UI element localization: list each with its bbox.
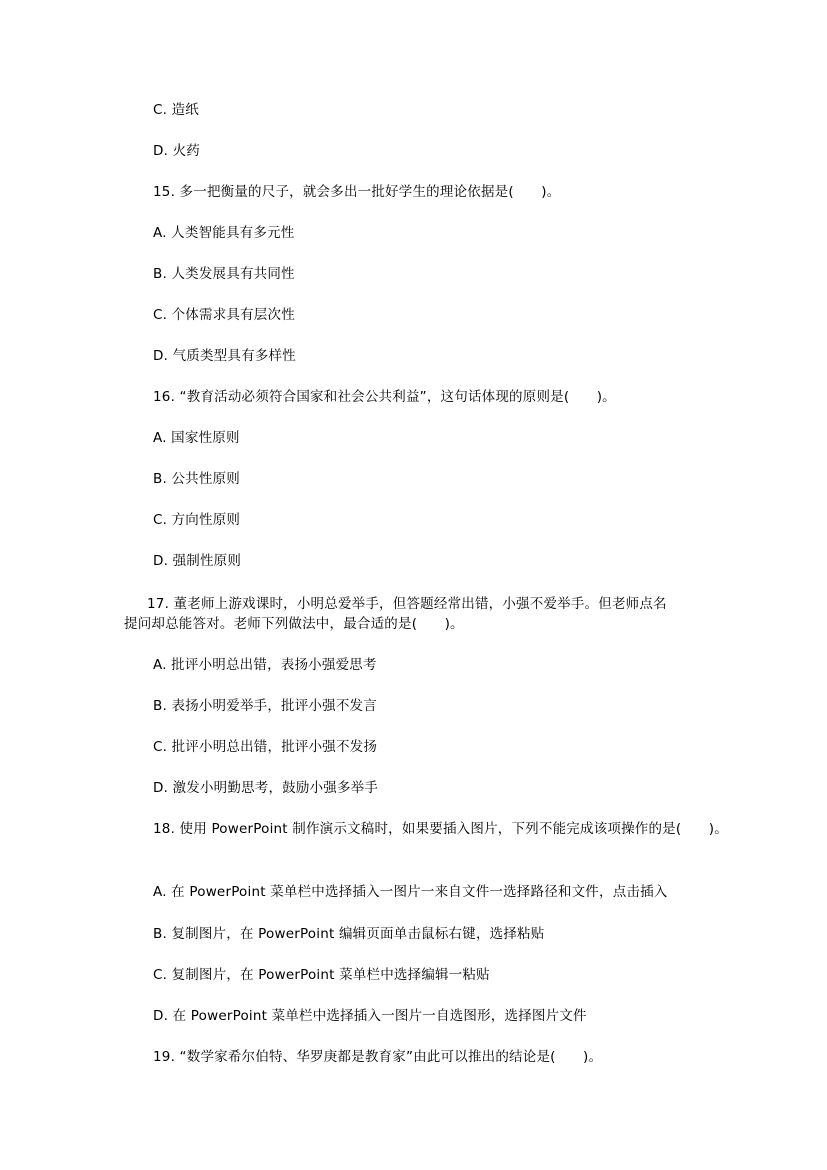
q18-option-c: C. 复制图片，在 PowerPoint 菜单栏中选择编辑一粘贴 xyxy=(153,967,490,983)
q16-option-c: C. 方向性原则 xyxy=(153,512,241,528)
question-18: 18. 使用 PowerPoint 制作演示文稿时，如果要插入图片，下列不能完成该项操作的是( )。 xyxy=(153,821,728,837)
q18-option-a: A. 在 PowerPoint 菜单栏中选择插入一图片一来自文件一选择路径和文件，点击插入 xyxy=(153,884,668,900)
q15-option-a: A. 人类智能具有多元性 xyxy=(153,225,295,241)
question-15: 15. 多一把衡量的尺子，就会多出一批好学生的理论依据是( )。 xyxy=(153,184,561,200)
question-17-line-2: 提问却总能答对。老师下列做法中，最合适的是( )。 xyxy=(124,616,464,632)
q15-option-b: B. 人类发展具有共同性 xyxy=(153,266,295,282)
q17-option-b: B. 表扬小明爱举手，批评小强不发言 xyxy=(153,698,377,714)
q17-option-a: A. 批评小明总出错，表扬小强爱思考 xyxy=(153,657,377,673)
q15-option-d: D. 气质类型具有多样性 xyxy=(153,348,296,364)
q16-option-b: B. 公共性原则 xyxy=(153,471,240,487)
q18-option-b: B. 复制图片，在 PowerPoint 编辑页面单击鼠标右键，选择粘贴 xyxy=(153,926,545,942)
question-19: 19. “数学家希尔伯特、华罗庚都是教育家”由此可以推出的结论是( )。 xyxy=(153,1049,603,1065)
q14-option-c: C. 造纸 xyxy=(153,102,200,118)
q15-option-c: C. 个体需求具有层次性 xyxy=(153,307,295,323)
q14-option-d: D. 火药 xyxy=(153,143,200,159)
q17-option-d: D. 激发小明勤思考，鼓励小强多举手 xyxy=(153,780,379,796)
q16-option-a: A. 国家性原则 xyxy=(153,430,240,446)
question-17-line-1: 17. 董老师上游戏课时，小明总爱举手，但答题经常出错，小强不爱举手。但老师点名 xyxy=(147,596,667,612)
q17-option-c: C. 批评小明总出错，批评小强不发扬 xyxy=(153,739,378,755)
question-16: 16. “教育活动必须符合国家和社会公共利益”，这句话体现的原则是( )。 xyxy=(153,389,616,405)
q18-option-d: D. 在 PowerPoint 菜单栏中选择插入一图片一自选图形，选择图片文件 xyxy=(153,1008,587,1024)
q16-option-d: D. 强制性原则 xyxy=(153,553,242,569)
